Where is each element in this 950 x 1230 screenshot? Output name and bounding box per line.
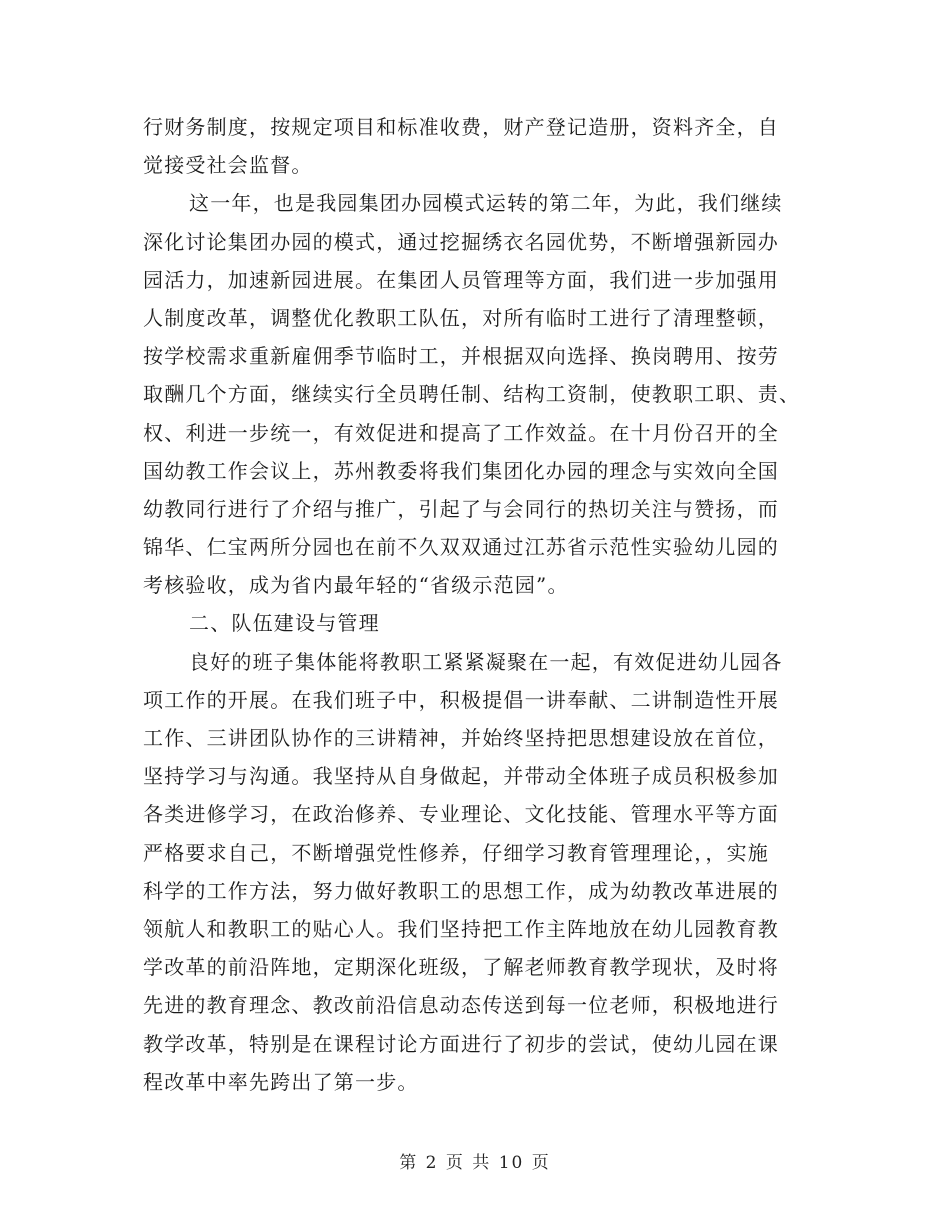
text-line: 学改革的前沿阵地，定期深化班级，了解老师教育教学现状，及时将 <box>143 955 779 980</box>
text-line: 严格要求自己，不断增强党性修养，仔细学习教育管理理论，，实施 <box>143 840 769 865</box>
text-line: 科学的工作方法，努力做好教职工的思想工作，成为幼教改革进展的 <box>143 878 779 903</box>
text-line: 项工作的开展。在我们班子中，积极提倡一讲奉献、二讲制造性开展 <box>143 687 779 712</box>
text-line: 国幼教工作会议上，苏州教委将我们集团化办园的理念与实效向全国 <box>143 458 779 483</box>
text-line: 按学校需求重新雇佣季节临时工，并根据双向选择、换岗聘用、按劳 <box>143 344 779 369</box>
text-line: 这一年，也是我园集团办园模式运转的第二年，为此，我们继续 <box>189 191 783 216</box>
text-line: 锦华、仁宝两所分园也在前不久双双通过江苏省示范性实验幼儿园的 <box>143 535 779 560</box>
text-line: 各类进修学习，在政治修养、专业理论、文化技能、管理水平等方面 <box>143 802 779 827</box>
text-line: 取酬几个方面，继续实行全员聘任制、结构工资制，使教职工职、责、 <box>143 382 801 407</box>
text-line: 教学改革，特别是在课程讨论方面进行了初步的尝试，使幼儿园在课 <box>143 1031 779 1056</box>
text-line: 人制度改革，调整优化教职工队伍，对所有临时工进行了清理整顿， <box>143 305 779 330</box>
text-line: 深化讨论集团办园的模式，通过挖掘绣衣名园优势，不断增强新园办 <box>143 229 779 254</box>
text-line: 领航人和教职工的贴心人。我们坚持把工作主阵地放在幼儿园教育教 <box>143 916 779 941</box>
text-line: 工作、三讲团队协作的三讲精神，并始终坚持把思想建设放在首位， <box>143 726 779 750</box>
text-line: 良好的班子集体能将教职工紧紧凝聚在一起，有效促进幼儿园各 <box>189 649 783 674</box>
text-line: 二、队伍建设与管理 <box>189 611 380 636</box>
text-line: 觉接受社会监督。 <box>143 153 313 178</box>
text-line: 程改革中率先跨出了第一步。 <box>143 1069 419 1094</box>
text-line: 行财务制度，按规定项目和标准收费，财产登记造册，资料齐全，自 <box>143 115 779 139</box>
page-number-footer: 第 2 页 共 10 页 <box>399 1153 551 1173</box>
text-line: 考核验收，成为省内最年轻的“省级示范园”。 <box>143 573 569 598</box>
text-line: 幼教同行进行了介绍与推广，引起了与会同行的热切关注与赞扬，而 <box>143 496 779 521</box>
document-body <box>143 108 811 1101</box>
text-line: 权、利进一步统一，有效促进和提高了工作效益。在十月份召开的全 <box>143 420 779 445</box>
text-line: 先进的教育理念、教改前沿信息动态传送到每一位老师，积极地进行 <box>143 993 779 1018</box>
text-line: 园活力，加速新园进展。在集团人员管理等方面，我们进一步加强用 <box>143 267 779 292</box>
text-line: 坚持学习与沟通。我坚持从自身做起，并带动全体班子成员积极参加 <box>143 764 779 789</box>
